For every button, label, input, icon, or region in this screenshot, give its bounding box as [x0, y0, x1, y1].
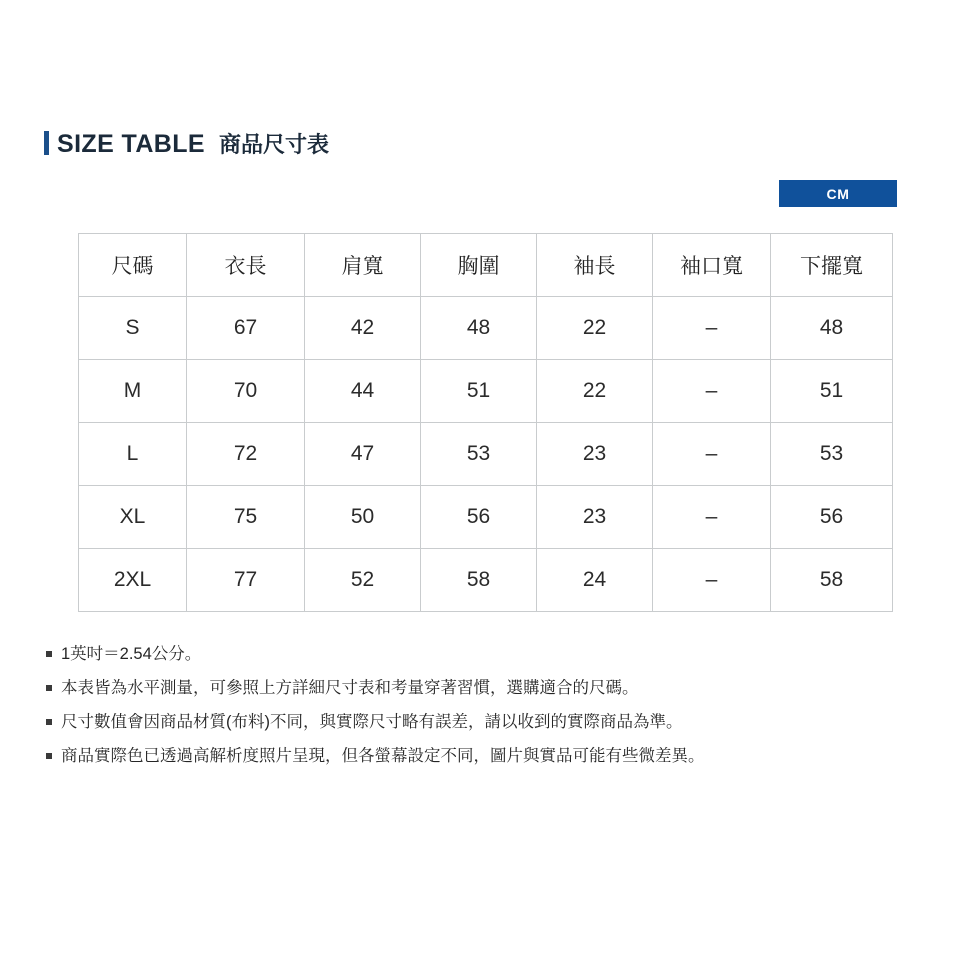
cell-size: L [79, 423, 187, 486]
cell-cuff: – [653, 297, 771, 360]
cell-sleeve: 22 [537, 360, 653, 423]
cell-chest: 51 [421, 360, 537, 423]
list-item [46, 711, 926, 735]
cell-hem: 48 [771, 297, 893, 360]
title-chinese: 商品尺寸表 [218, 132, 329, 157]
cell-length: 75 [187, 486, 305, 549]
cell-sleeve: 23 [537, 486, 653, 549]
table-row [79, 423, 893, 486]
cell-hem: 56 [771, 486, 893, 549]
column-header: 衣長 [187, 234, 305, 297]
cell-size: XL [79, 486, 187, 549]
title-english: SIZE TABLE [57, 130, 205, 158]
table-row [79, 549, 893, 612]
column-header: 袖長 [537, 234, 653, 297]
bullet-icon [46, 753, 52, 759]
cell-shoulder: 44 [305, 360, 421, 423]
cell-size: S [79, 297, 187, 360]
table-header-row [79, 234, 893, 297]
cell-cuff: – [653, 360, 771, 423]
list-item [46, 745, 926, 769]
title-accent-bar [44, 131, 49, 155]
bullet-icon [46, 685, 52, 691]
bullet-icon [46, 719, 52, 725]
table-row [79, 486, 893, 549]
note-text: 本表皆為水平測量，可參照上方詳細尺寸表和考量穿著習慣，選購適合的尺碼。 [61, 678, 639, 697]
cell-hem: 58 [771, 549, 893, 612]
note-text: 尺寸數值會因商品材質(布料)不同，與實際尺寸略有誤差，請以收到的實際商品為準。 [61, 712, 683, 731]
cell-length: 72 [187, 423, 305, 486]
column-header: 尺碼 [79, 234, 187, 297]
cell-chest: 58 [421, 549, 537, 612]
cell-chest: 53 [421, 423, 537, 486]
list-item [46, 677, 926, 701]
cell-cuff: – [653, 486, 771, 549]
cell-length: 67 [187, 297, 305, 360]
table-row [79, 360, 893, 423]
cell-hem: 53 [771, 423, 893, 486]
column-header: 肩寬 [305, 234, 421, 297]
cell-hem: 51 [771, 360, 893, 423]
page-title [44, 128, 329, 159]
note-text: 1英吋＝2.54公分。 [61, 645, 202, 663]
cell-shoulder: 42 [305, 297, 421, 360]
bullet-icon [46, 651, 52, 657]
table-row [79, 297, 893, 360]
note-text: 商品實際色已透過高解析度照片呈現，但各螢幕設定不同，圖片與實品可能有些微差異。 [61, 746, 705, 765]
cell-size: M [79, 360, 187, 423]
cell-shoulder: 50 [305, 486, 421, 549]
cell-cuff: – [653, 423, 771, 486]
cell-cuff: – [653, 549, 771, 612]
size-table [78, 233, 893, 612]
cell-sleeve: 22 [537, 297, 653, 360]
list-item [46, 643, 926, 667]
cell-size: 2XL [79, 549, 187, 612]
cell-sleeve: 24 [537, 549, 653, 612]
column-header: 袖口寬 [653, 234, 771, 297]
column-header: 下擺寬 [771, 234, 893, 297]
unit-badge: CM [779, 180, 897, 207]
cell-chest: 48 [421, 297, 537, 360]
cell-chest: 56 [421, 486, 537, 549]
cell-length: 70 [187, 360, 305, 423]
notes-list [46, 643, 926, 779]
cell-shoulder: 52 [305, 549, 421, 612]
column-header: 胸圍 [421, 234, 537, 297]
cell-length: 77 [187, 549, 305, 612]
cell-sleeve: 23 [537, 423, 653, 486]
cell-shoulder: 47 [305, 423, 421, 486]
